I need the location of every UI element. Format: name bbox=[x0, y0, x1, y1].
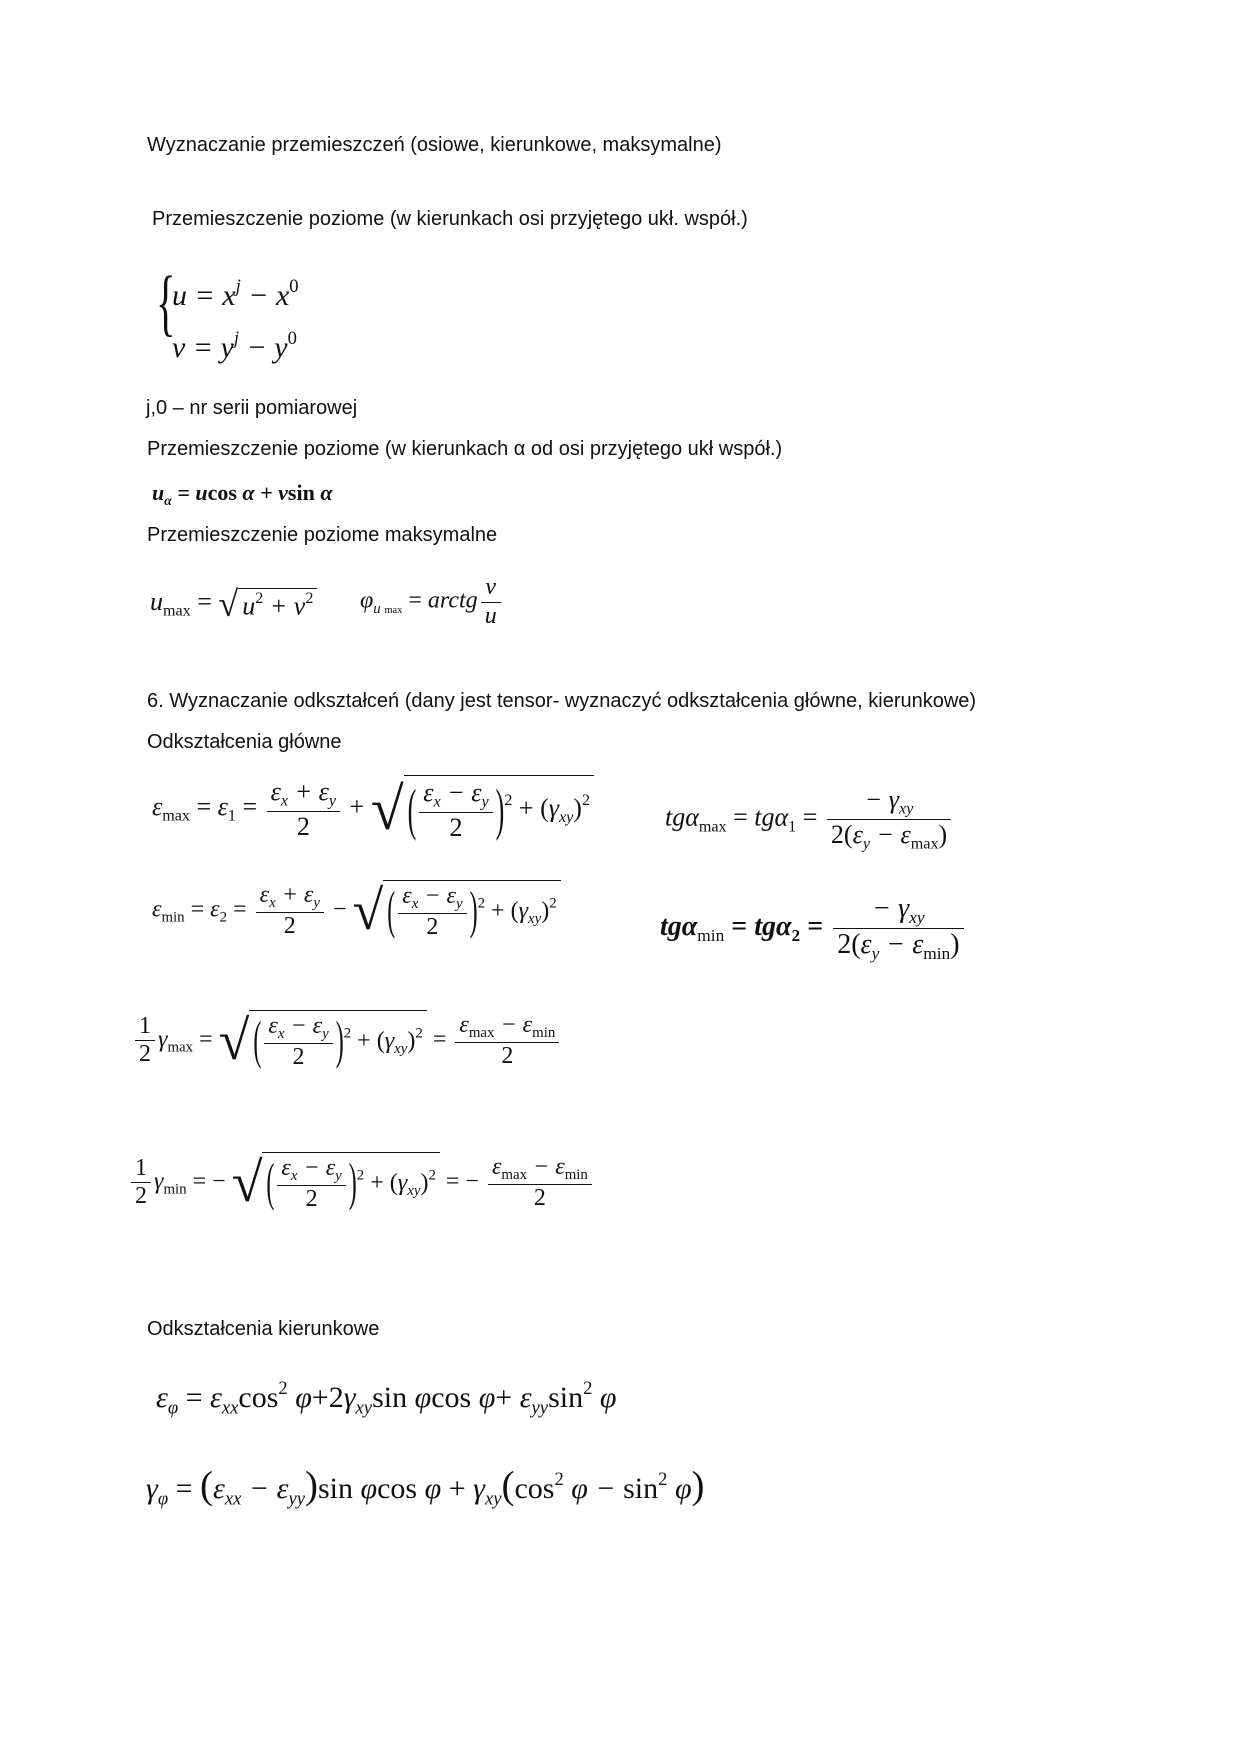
subheading-directional: Odkształcenia kierunkowe bbox=[147, 1318, 380, 1340]
note-series: j,0 – nr serii pomiarowej bbox=[146, 397, 358, 419]
equation-gamma-min: $\frac{1}{2}$ $\gamma_{min}$ = − √ ( $\frac{\varepsilon_x - \varepsilon_y}{2}$ )$^2 + (\gamma_{xy})^2$ = − $\frac{\varepsilon_{max} - \varepsilon_{min}}{2}$ bbox=[128, 1152, 595, 1214]
heading-strains: 6. Wyznaczanie odkształceń (dany jest tensor- wyznaczyć odkształcenia główne, kierunkowe) bbox=[147, 690, 977, 712]
subheading-principal: Odkształcenia główne bbox=[147, 731, 342, 753]
equation-epsilon-min: $\varepsilon_{min} = \varepsilon_2$ = $\frac{\varepsilon_x + \varepsilon_y}{2}$ − √ ( $\frac{\varepsilon_x - \varepsilon_y}{2}$ )$^2 + (\gamma_{xy})^2$ bbox=[152, 880, 561, 942]
heading-displacements: Wyznaczanie przemieszczeń (osiowe, kierunkowe, maksymalne) bbox=[147, 134, 722, 156]
equation-tg-alpha-min: tgα$_{min}$ = tgα$_2$ = $\frac{- \gamma_{xy}}{2(\varepsilon_y - \varepsilon_{min})}$ bbox=[660, 893, 967, 964]
equation-epsilon-phi: $\varepsilon_\varphi = \varepsilon_{xx}\cos^2$ $\varphi+2\gamma_{xy}\sin$ φcos $\varphi+ \varepsilon_{yy}\sin^2$ φ bbox=[156, 1378, 617, 1419]
equation-gamma-max: $\frac{1}{2}$ $\gamma_{max}$ = √ ( $\frac{\varepsilon_x - \varepsilon_y}{2}$ )$^2 + (\gamma_{xy})^2$ = $\frac{\varepsilon_{max} - \varepsilon_{min}}{2}$ bbox=[132, 1010, 562, 1072]
subheading-horizontal-axis: Przemieszczenie poziome (w kierunkach osi przyjętego ukł. współ.) bbox=[152, 208, 748, 230]
subheading-horizontal-max: Przemieszczenie poziome maksymalne bbox=[147, 524, 498, 546]
equation-u-alpha: $u_\alpha = ucos$ α + vsin α bbox=[152, 480, 333, 508]
equation-u-max: $u_{max}$ = √ $u^2 + v^2$ bbox=[150, 586, 317, 622]
equation-epsilon-max: $\varepsilon_{max} = \varepsilon_1$ = $\frac{\varepsilon_x + \varepsilon_y}{2}$ + √ ( $\frac{\varepsilon_x - \varepsilon_y}{2}$ )$^2 + (\gamma_{xy})^2$ bbox=[152, 775, 594, 843]
equation-gamma-phi: $\gamma_\varphi = (\varepsilon_{xx} - \varepsilon_{yy})\sin$ φcos $\varphi + \gamma_{xy}(\cos^2$ $\varphi - \sin^2 \varphi$) bbox=[146, 1464, 705, 1510]
equation-phi-u-max: $\varphi_{u max}$ = arctg $\frac{v}{u}$ bbox=[360, 574, 504, 630]
equation-tg-alpha-max: tgα$_{max}$ = tgα$_1$ = $\frac{- \gamma_{xy}}{2(\varepsilon_y - \varepsilon_{max})}$ bbox=[665, 785, 954, 854]
subheading-horizontal-alpha: Przemieszczenie poziome (w kierunkach α od osi przyjętego ukł współ.) bbox=[147, 438, 783, 460]
